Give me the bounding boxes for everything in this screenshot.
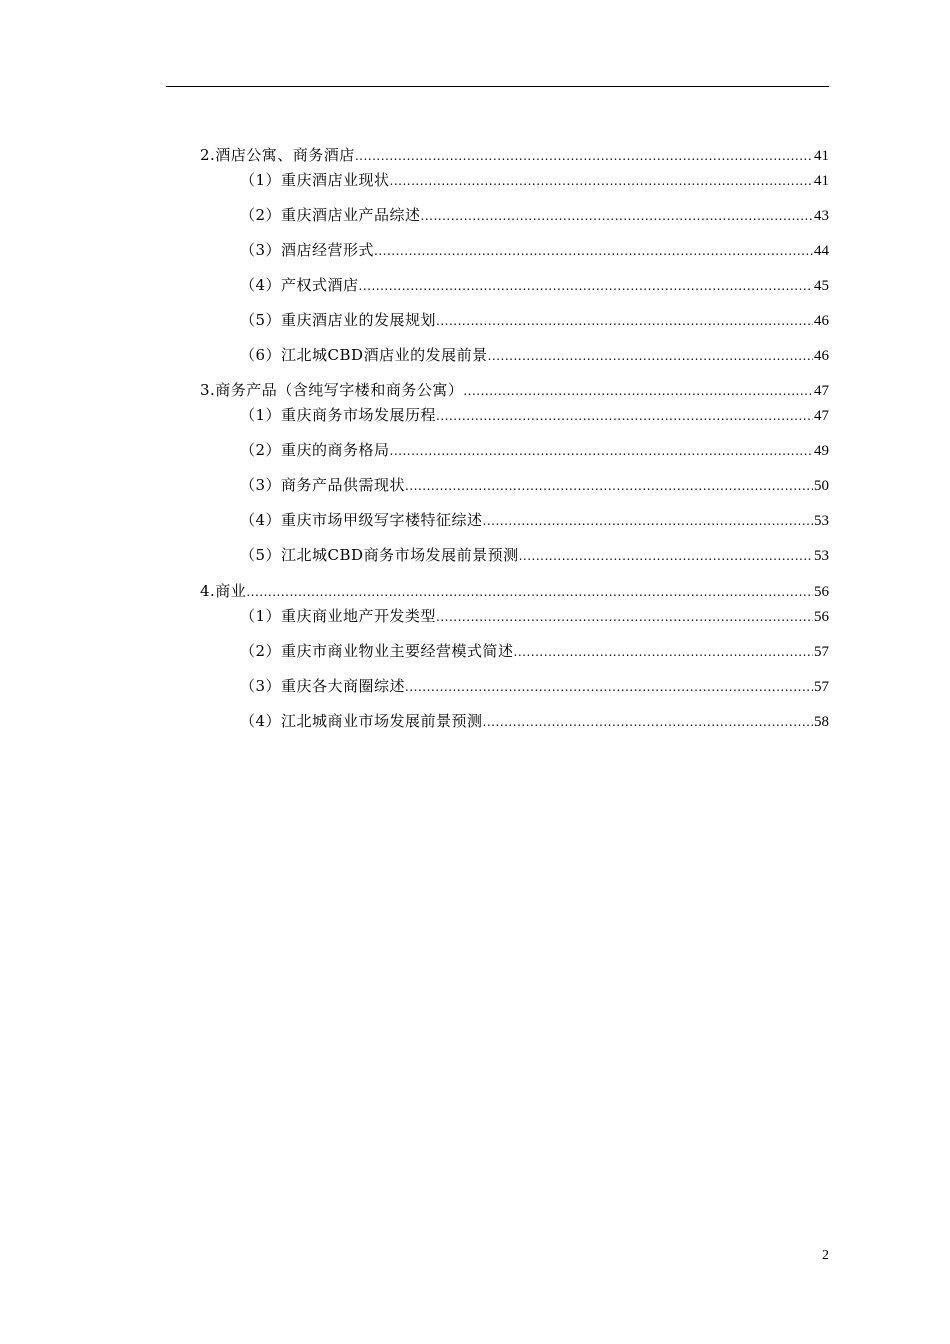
toc-entry-page: 45 bbox=[814, 278, 829, 294]
toc-entry-page: 58 bbox=[814, 714, 829, 730]
toc-entry[interactable] bbox=[240, 676, 829, 697]
toc-entry-page: 47 bbox=[814, 408, 829, 424]
toc-entry-page: 46 bbox=[814, 348, 829, 364]
toc-entry[interactable] bbox=[240, 606, 829, 627]
page-number: 2 bbox=[822, 1248, 829, 1263]
toc-entry[interactable] bbox=[240, 711, 829, 732]
toc-dot-leader bbox=[436, 406, 813, 426]
toc-entry-page: 57 bbox=[814, 644, 829, 660]
toc-entry[interactable] bbox=[240, 641, 829, 662]
toc-entry-page: 56 bbox=[814, 584, 829, 600]
toc-dot-leader bbox=[421, 206, 813, 226]
toc-entry-page: 53 bbox=[814, 548, 829, 564]
toc-dot-leader bbox=[463, 381, 813, 401]
toc-entry[interactable] bbox=[240, 405, 829, 426]
toc-entry-title: （4）重庆市场甲级写字楼特征综述 bbox=[240, 511, 483, 529]
toc-entry[interactable] bbox=[240, 545, 829, 566]
toc-dot-leader bbox=[374, 241, 813, 261]
toc-dot-leader bbox=[436, 607, 813, 627]
toc-entry[interactable] bbox=[240, 170, 829, 191]
toc-entry-title: 2.酒店公寓、商务酒店 bbox=[200, 146, 355, 164]
toc-entry[interactable] bbox=[240, 345, 829, 366]
toc-entry-title: （3）重庆各大商圈综述 bbox=[240, 677, 406, 695]
toc-entry-page: 44 bbox=[814, 243, 829, 259]
toc-entry-title: （5）江北城CBD商务市场发展前景预测 bbox=[240, 546, 519, 564]
toc-dot-leader bbox=[355, 146, 813, 166]
toc-entry-title: （4）产权式酒店 bbox=[240, 276, 359, 294]
toc-entry-title: （3）酒店经营形式 bbox=[240, 241, 375, 259]
toc-dot-leader bbox=[390, 171, 813, 191]
toc-entry[interactable] bbox=[240, 510, 829, 531]
toc-entry-title: （2）重庆酒店业产品综述 bbox=[240, 206, 421, 224]
toc-dot-leader bbox=[483, 511, 813, 531]
toc-entry-title: （1）重庆商业地产开发类型 bbox=[240, 607, 437, 625]
toc-entry[interactable] bbox=[240, 240, 829, 261]
toc-dot-leader bbox=[483, 712, 813, 732]
toc-entry[interactable] bbox=[200, 145, 829, 166]
toc-dot-leader bbox=[246, 582, 813, 602]
toc-entry[interactable] bbox=[240, 275, 829, 296]
toc-entry-title: （6）江北城CBD酒店业的发展前景 bbox=[240, 346, 488, 364]
toc-entry-page: 43 bbox=[814, 208, 829, 224]
toc-entry-title: （3）商务产品供需现状 bbox=[240, 476, 406, 494]
toc-entry-page: 41 bbox=[814, 173, 829, 189]
toc-entry-page: 57 bbox=[814, 679, 829, 695]
toc-entry[interactable] bbox=[200, 380, 829, 401]
toc-dot-leader bbox=[405, 677, 813, 697]
toc-entry[interactable] bbox=[240, 310, 829, 331]
toc-dot-leader bbox=[519, 546, 813, 566]
toc-entry-title: （4）江北城商业市场发展前景预测 bbox=[240, 712, 483, 730]
toc-entry-title: 3.商务产品（含纯写字楼和商务公寓） bbox=[200, 381, 464, 399]
toc-entry-page: 53 bbox=[814, 513, 829, 529]
toc-dot-leader bbox=[405, 476, 813, 496]
toc-entry-title: （1）重庆商务市场发展历程 bbox=[240, 406, 437, 424]
toc-entry-page: 47 bbox=[814, 383, 829, 399]
toc-entry-page: 46 bbox=[814, 313, 829, 329]
toc-dot-leader bbox=[514, 642, 813, 662]
toc-entry-title: （2）重庆的商务格局 bbox=[240, 441, 390, 459]
toc-dot-leader bbox=[359, 276, 813, 296]
toc-dot-leader bbox=[488, 346, 813, 366]
toc-entry-page: 49 bbox=[814, 443, 829, 459]
toc-entry-title: 4.商业 bbox=[200, 582, 247, 600]
header-rule bbox=[166, 86, 829, 87]
toc-entry[interactable] bbox=[240, 475, 829, 496]
toc-entry-page: 41 bbox=[814, 148, 829, 164]
toc-entry[interactable] bbox=[240, 440, 829, 461]
toc-entry-title: （1）重庆酒店业现状 bbox=[240, 171, 390, 189]
toc-dot-leader bbox=[390, 441, 813, 461]
toc-entry[interactable] bbox=[200, 581, 829, 602]
toc-entry-page: 50 bbox=[814, 478, 829, 494]
toc-entry-title: （5）重庆酒店业的发展规划 bbox=[240, 311, 437, 329]
toc-dot-leader bbox=[436, 311, 813, 331]
toc-entry-title: （2）重庆市商业物业主要经营模式简述 bbox=[240, 642, 514, 660]
toc-entry-page: 56 bbox=[814, 609, 829, 625]
toc-entry[interactable] bbox=[240, 205, 829, 226]
